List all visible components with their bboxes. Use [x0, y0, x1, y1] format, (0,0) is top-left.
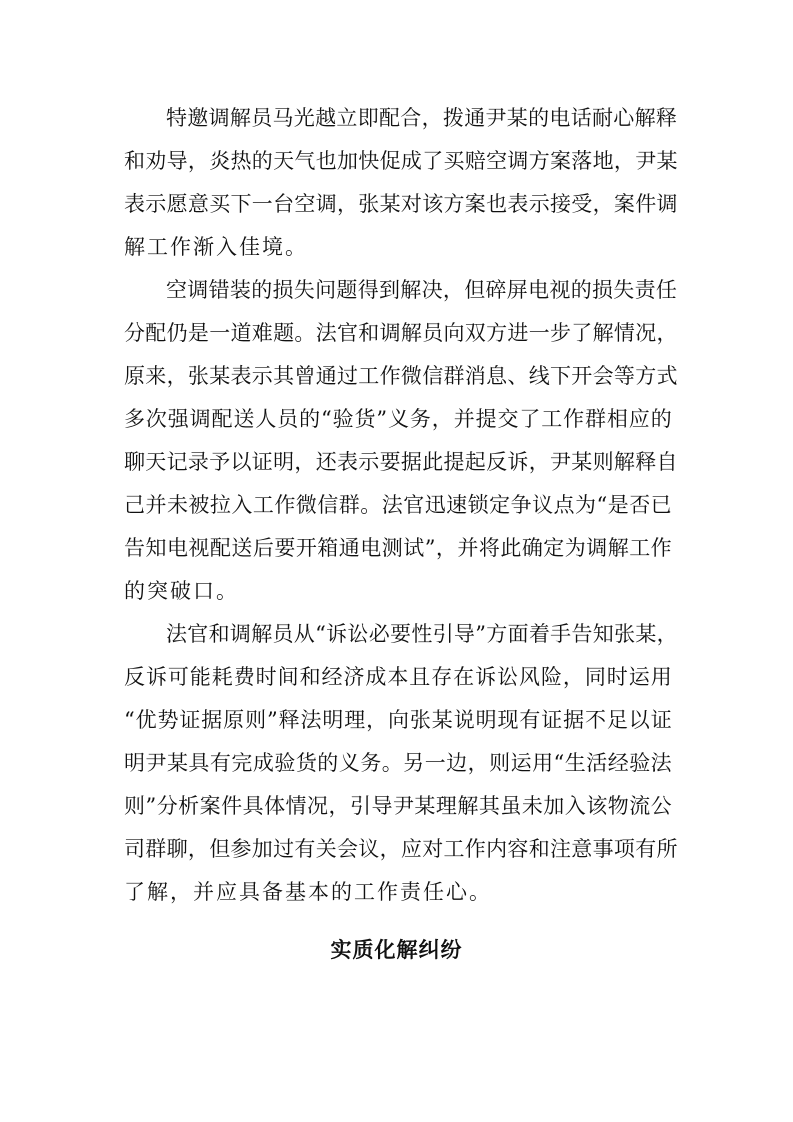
text-line: 表示愿意买下一台空调，张某对该方案也表示接受，案件调 — [124, 192, 678, 216]
text-line: 反诉可能耗费时间和经济成本且存在诉讼风险，同时运用 — [124, 665, 672, 689]
text-line: 明尹某具有完成验货的义务。另一边，则运用“生活经验法 — [124, 751, 672, 775]
text-line: 和劝导，炎热的天气也加快促成了买赔空调方案落地，尹某 — [124, 149, 678, 173]
text-line: 分配仍是一道难题。法官和调解员向双方进一步了解情况， — [124, 321, 678, 345]
text-line: 己并未被拉入工作微信群。法官迅速锁定争议点为“是否已 — [124, 493, 672, 517]
section-heading: 实质化解纠纷 — [330, 937, 463, 962]
text-line: 司群聊，但参加过有关会议，应对工作内容和注意事项有所 — [124, 837, 678, 861]
text-line: 原来，张某表示其曾通过工作微信群消息、线下开会等方式 — [124, 364, 678, 388]
text-line: 法官和调解员从“诉讼必要性引导”方面着手告知张某， — [166, 622, 678, 646]
text-line: 特邀调解员马光越立即配合，拨通尹某的电话耐心解释 — [166, 106, 678, 130]
text-line: “优势证据原则”释法明理，向张某说明现有证据不足以证 — [124, 708, 672, 732]
text-line: 告知电视配送后要开箱通电测试”，并将此确定为调解工作 — [124, 536, 672, 560]
text-line: 空调错装的损失问题得到解决，但碎屏电视的损失责任 — [166, 278, 678, 302]
text-line: 多次强调配送人员的“验货”义务，并提交了工作群相应的 — [124, 407, 672, 431]
text-line: 聊天记录予以证明，还表示要据此提起反诉，尹某则解释自 — [124, 450, 678, 474]
text-line: 了解，并应具备基本的工作责任心。 — [124, 880, 492, 904]
text-line: 解工作渐入佳境。 — [124, 235, 308, 259]
text-line: 则”分析案件具体情况，引导尹某理解其虽未加入该物流公 — [124, 794, 672, 818]
text-line: 的突破口。 — [124, 579, 239, 603]
